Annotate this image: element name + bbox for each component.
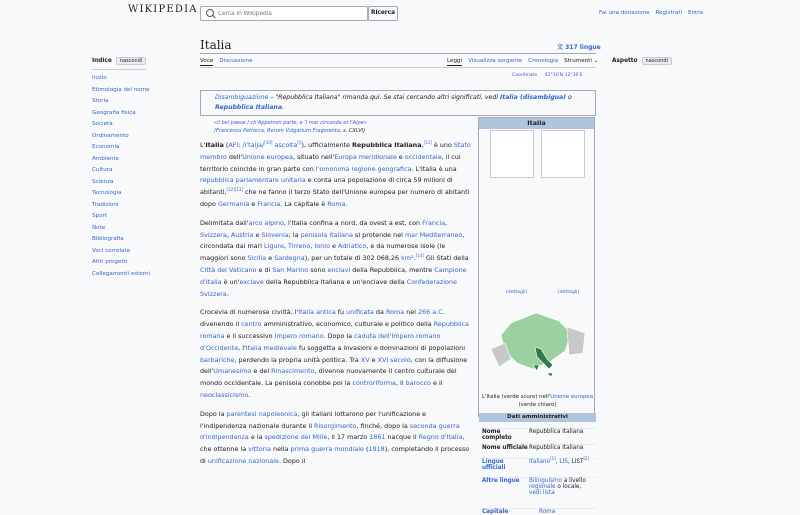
toc-hide-button[interactable]: nascondi bbox=[116, 57, 146, 65]
footnote-ref bbox=[416, 253, 424, 258]
inline-link[interactable]: [10] bbox=[264, 139, 273, 145]
inline-link[interactable]: Unione europea bbox=[242, 152, 293, 161]
inline-link[interactable]: Roma bbox=[327, 199, 346, 208]
toc-item[interactable]: Inizio bbox=[92, 75, 107, 81]
inline-link[interactable]: Campione d'Italia bbox=[200, 265, 467, 286]
inline-link[interactable]: barocco bbox=[405, 379, 431, 388]
appearance-hide-button[interactable]: nascondi bbox=[642, 57, 672, 65]
inline-link[interactable]: [11] bbox=[423, 139, 432, 145]
inline-link[interactable]: seconda guerra d'indipendenza bbox=[200, 421, 460, 442]
inline-link[interactable]: 266 a.C. bbox=[417, 308, 445, 317]
inline-link[interactable]: Adriatico bbox=[337, 242, 367, 251]
paragraph: Crocevia di numerose civiltà, l'Italia antica fu unificata da Roma nel 266 a.C. divenendo il centro amministrativo, economico, culturale e politico della Repubblica romana e il successivo Impero romano. Dopo la caduta dell'Impero romano d'Occidente, l'Italia medievale fu soggetta a invasioni e dominazioni di popolazioni barbariche, perdendo la propria unità politica. Tra XV e XVI secolo, con la diffusione dell'Umanesimo e del Rinascimento, divenne nuovamente il centro culturale del mondo occidentale. La penisola conobbe poi la controriforma, il barocco e il neoclassicismo. bbox=[200, 308, 469, 399]
search-icon bbox=[204, 7, 218, 21]
toc-item[interactable]: Etimologia del nome bbox=[92, 86, 150, 93]
tab-article[interactable]: Voce bbox=[200, 58, 214, 64]
inline-link[interactable]: [12][13] bbox=[226, 187, 243, 193]
hatnote-text: – "Repubblica Italiana" rimanda qui. Se stai cercando altri significati, vedi bbox=[268, 94, 500, 101]
inline-link[interactable]: enclavi bbox=[327, 265, 351, 274]
toc-item[interactable]: Geografia fisica bbox=[92, 109, 136, 116]
inline-link[interactable]: unificazione nazionale bbox=[207, 456, 279, 465]
flag-details-link[interactable]: (dettagli) bbox=[506, 290, 528, 295]
hatnote-disambiguation-link[interactable]: Disambiguazione bbox=[215, 94, 269, 101]
bold-text: Italia bbox=[205, 141, 224, 149]
inline-link[interactable]: Austria bbox=[230, 230, 254, 239]
infobox-row-label[interactable]: Capitale bbox=[482, 509, 509, 515]
infobox-row bbox=[479, 444, 596, 451]
tab-talk[interactable]: Discussione bbox=[219, 58, 253, 64]
language-count: 317 lingue bbox=[565, 44, 601, 51]
inline-link[interactable]: Italia antica bbox=[298, 308, 336, 317]
footnote-ref bbox=[297, 140, 301, 145]
appearance-header: Aspetto bbox=[612, 58, 638, 64]
footnote-ref bbox=[264, 140, 272, 145]
eu-location-map[interactable] bbox=[481, 303, 593, 391]
footnote-ref bbox=[583, 456, 589, 461]
search-input[interactable] bbox=[218, 11, 358, 17]
toc-item[interactable]: Storia bbox=[92, 98, 109, 104]
inline-link[interactable]: Confederazione Svizzera bbox=[200, 277, 457, 298]
coordinates bbox=[512, 73, 589, 78]
inline-link[interactable]: Francia bbox=[257, 199, 281, 208]
disambiguation-hatnote bbox=[200, 90, 596, 116]
inline-link[interactable]: arco alpino bbox=[248, 218, 284, 227]
inline-link[interactable]: [1] bbox=[550, 456, 556, 462]
footnote-ref bbox=[424, 140, 432, 145]
infobox-row-value: Repubblica Italiana bbox=[529, 429, 584, 435]
inline-link[interactable]: penisola italiana bbox=[300, 230, 354, 239]
inline-link[interactable]: exclave bbox=[239, 277, 264, 286]
inline-link[interactable]: Italiano bbox=[529, 459, 551, 465]
hatnote-link-disambigua[interactable]: Italia (disambigua) bbox=[499, 94, 567, 101]
footnote-ref bbox=[227, 187, 243, 192]
inline-link[interactable]: Sardegna bbox=[274, 254, 305, 263]
inline-link[interactable]: unificata bbox=[346, 308, 374, 317]
paragraph: Dopo la parentesi napoleonica, gli italiani lottarono per l'unificazione e l'indipendenza nazionale durante il Risorgimento, finché, dopo la seconda guerra d'indipendenza e la spedizione dei Mille, il 17 marzo 1861 nacque il Regno d'Italia, che ottenne la vittoria nella prima guerra mondiale (1918), completando il processo di unificazione nazionale. Dopo il bbox=[200, 409, 470, 465]
inline-link[interactable]: Rinascimento bbox=[271, 367, 315, 376]
inline-link[interactable]: Slovenia bbox=[261, 230, 289, 239]
toc-item[interactable]: Società bbox=[92, 121, 113, 127]
user-tools bbox=[599, 10, 707, 16]
toc-item[interactable]: Bibliografia bbox=[92, 236, 124, 242]
infobox-row-label: Nome completo bbox=[482, 429, 512, 441]
inline-link[interactable]: prima guerra mondiale bbox=[290, 445, 364, 454]
emblem-details-link[interactable]: (dettagli) bbox=[558, 290, 580, 295]
epigraph-text[interactable]: «il bel paese / ch'Appennin parte, e 'l mar circonda et l'Alpe» bbox=[214, 120, 367, 126]
inline-link[interactable]: Regno d'Italia bbox=[418, 433, 463, 442]
title-divider bbox=[200, 53, 596, 54]
map-image bbox=[481, 303, 593, 391]
inline-link[interactable]: mar Mediterraneo bbox=[404, 230, 463, 239]
toc-item[interactable]: Altri progetti bbox=[92, 259, 128, 265]
footnote-ref bbox=[550, 456, 556, 461]
infobox-row bbox=[479, 477, 596, 496]
inline-link[interactable]: Bilinguismo bbox=[529, 478, 563, 484]
epigraph-author[interactable]: (Francesco Petrarca, Rerum Vulgarium Fragmenta bbox=[214, 128, 340, 134]
inline-link[interactable]: centro bbox=[241, 320, 262, 329]
hatnote-link-repubblica[interactable]: Repubblica Italiana bbox=[215, 104, 283, 111]
toc-item[interactable]: Collegamenti esterni bbox=[92, 270, 151, 277]
appearance-panel bbox=[612, 57, 672, 65]
chevron-down-icon: ⌄ bbox=[593, 58, 599, 64]
infobox-section-header: Dati amministrativi bbox=[479, 413, 596, 422]
translate-icon: 文 bbox=[557, 44, 564, 51]
infobox-row-value bbox=[529, 509, 593, 515]
login-link[interactable]: Entra bbox=[687, 10, 703, 16]
search-box[interactable] bbox=[200, 6, 368, 21]
inline-link[interactable]: occidentale bbox=[404, 152, 442, 161]
toc-item[interactable]: Ordinamento bbox=[92, 132, 129, 139]
inline-link[interactable]: Roma bbox=[539, 509, 556, 515]
map-caption: L'Italia (verde scuro) nell'Unione europea (verde chiaro) bbox=[481, 394, 594, 408]
infobox bbox=[478, 117, 595, 515]
inline-link[interactable]: repubblica parlamentare unitaria bbox=[200, 176, 306, 185]
inline-link[interactable]: /iˈtalja/ bbox=[242, 141, 265, 149]
inline-link[interactable]: l'omonima regione geografica bbox=[315, 164, 412, 173]
inline-link[interactable]: XVI secolo bbox=[377, 355, 411, 364]
infobox-row bbox=[479, 458, 596, 471]
toc-item[interactable]: Scienza bbox=[92, 178, 114, 185]
inline-link[interactable]: [14] bbox=[415, 253, 424, 259]
hatnote-end: . bbox=[282, 104, 284, 111]
toc-item[interactable]: Tecnologia bbox=[92, 190, 122, 196]
hatnote-mid: o bbox=[566, 94, 572, 101]
toc-item[interactable]: Tradizioni bbox=[92, 201, 119, 208]
search-button[interactable]: Ricerca bbox=[368, 6, 398, 21]
infobox-row bbox=[479, 508, 596, 515]
inline-link[interactable]: Unione europea bbox=[550, 394, 594, 400]
inline-link[interactable]: barbariche bbox=[200, 355, 235, 364]
bold-text: Repubblica Italiana bbox=[352, 141, 422, 149]
inline-link[interactable]: Germania bbox=[217, 199, 250, 208]
toc-header: Indice bbox=[92, 58, 112, 64]
inline-link[interactable]: Sicilia bbox=[247, 254, 267, 263]
tab-read[interactable]: Leggi bbox=[447, 58, 463, 64]
infobox-row-label[interactable]: Altre lingue bbox=[482, 478, 520, 484]
toc-item[interactable]: Ambiente bbox=[92, 155, 120, 162]
inline-link[interactable]: Repubblica romana bbox=[200, 320, 469, 340]
coordinates-value[interactable]: 42°30′N 12°30′E bbox=[544, 73, 583, 78]
inline-link[interactable]: caduta dell'Impero romano d'Occidente bbox=[200, 331, 441, 352]
infobox-row-label[interactable]: Lingue ufficiali bbox=[482, 459, 506, 471]
namespace-tabs bbox=[200, 58, 253, 66]
infobox-row-value: Italiano[1], LIS, LIST[2] bbox=[529, 456, 590, 465]
inline-link[interactable]: Tirreno bbox=[287, 242, 311, 251]
article-body bbox=[200, 140, 474, 475]
inline-link[interactable]: parentesi napoleonica bbox=[226, 409, 298, 418]
view-tabs bbox=[447, 58, 598, 66]
coordinates-label[interactable]: Coordinate bbox=[512, 73, 538, 78]
table-of-contents bbox=[92, 57, 202, 280]
page-title: Italia bbox=[200, 38, 232, 52]
flag-image[interactable] bbox=[490, 130, 534, 178]
infobox-row-value: Repubblica Italiana bbox=[529, 445, 584, 451]
tab-view-source[interactable]: Visualizza sorgente bbox=[468, 58, 523, 64]
inline-link[interactable]: Italia medievale bbox=[245, 343, 297, 352]
inline-link[interactable]: 1918 bbox=[368, 445, 385, 454]
inline-link[interactable]: Stato membro bbox=[200, 141, 471, 161]
inline-link[interactable]: AFI bbox=[228, 141, 239, 149]
inline-link[interactable]: km² bbox=[401, 254, 414, 263]
tools-menu[interactable]: Strumenti ⌄ bbox=[564, 58, 599, 64]
inline-link[interactable]: Umanesimo bbox=[213, 367, 252, 376]
epigraph-source: , s. CXLVI) bbox=[339, 128, 366, 134]
toc-item[interactable]: Note bbox=[92, 224, 106, 231]
toc-item[interactable]: Sport bbox=[92, 213, 108, 219]
inline-link[interactable]: neoclassicismo bbox=[200, 390, 249, 399]
infobox-row-value: Bilinguismo a livello regionale o locale, vedi lista bbox=[529, 478, 586, 496]
toc-item[interactable]: Cultura bbox=[92, 167, 113, 173]
donate-link[interactable]: Fai una donazione bbox=[599, 10, 650, 16]
inline-link[interactable]: Europa meridionale bbox=[334, 152, 397, 161]
tabs-divider bbox=[200, 67, 596, 68]
inline-link[interactable]: vittoria bbox=[248, 445, 271, 454]
epigraph bbox=[214, 119, 474, 135]
infobox-row-label: Nome ufficiale bbox=[482, 445, 528, 451]
inline-link[interactable]: Roma bbox=[385, 308, 405, 317]
inline-link[interactable]: regionale bbox=[529, 484, 556, 490]
inline-link[interactable]: Risorgimento bbox=[314, 421, 357, 430]
register-link[interactable]: Registrati bbox=[655, 10, 683, 16]
toc-item[interactable]: Economia bbox=[92, 144, 120, 150]
inline-link[interactable]: XV bbox=[360, 355, 370, 364]
inline-link[interactable]: Città del Vaticano bbox=[200, 265, 257, 274]
inline-link[interactable]: ascolta bbox=[274, 141, 298, 149]
emblem-image[interactable] bbox=[541, 130, 585, 178]
inline-link[interactable]: spedizione dei Mille bbox=[264, 433, 328, 442]
tab-history[interactable]: Cronologia bbox=[528, 58, 559, 64]
inline-link[interactable]: Ionio bbox=[314, 242, 330, 251]
paragraph: L'Italia (AFI: /iˈtalja/[10] ascolta[i]), ufficialmente Repubblica Italiana,[11] è uno Stato membro dell'Unione europea, situato nell'Europa meridionale e occidentale, il cui territorio coincide in gran parte con l'omonima regione geografica. L'Italia è una repubblica parlamentare unitaria e conta una popolazione di circa 59 milioni di abitanti,[12][13] che ne fanno il terzo Stato dell'Unione europea per numero di abitanti dopo Germania e Francia. La capitale è Roma. bbox=[200, 139, 471, 208]
inline-link[interactable]: Impero romano bbox=[274, 331, 324, 340]
toc-list bbox=[92, 73, 202, 280]
inline-link[interactable]: [i] bbox=[297, 139, 302, 145]
toc-divider bbox=[92, 69, 147, 70]
inline-link[interactable]: Svizzera bbox=[200, 230, 227, 239]
toc-item[interactable]: Voci correlate bbox=[92, 247, 131, 254]
paragraph: Delimitata dall'arco alpino, l'Italia confina a nord, da ovest a est, con Francia, Svizzera, Austria e Slovenia; la penisola italiana si protende nel mar Mediterraneo, circondata dai mari Ligure, Tirreno, Ionio e Adriatico, e da numerose isole (le maggiori sono Sicilia e Sardegna), per un totale di 302 068,26 km².[14] Gli Stati della Città del Vaticano e di San Marino sono enclavi della Repubblica, mentre Campione d'Italia è un'exclave della Repubblica Italiana e un'enclave della Confederazione Svizzera. bbox=[200, 218, 469, 298]
infobox-title: Italia bbox=[479, 118, 594, 129]
inline-link[interactable]: Francia bbox=[422, 218, 446, 227]
inline-link[interactable]: LIS bbox=[559, 459, 568, 465]
inline-link[interactable]: controriforma bbox=[352, 379, 396, 388]
infobox-row bbox=[479, 428, 596, 441]
wikipedia-logo[interactable]: WIKIPEDIA bbox=[128, 4, 198, 15]
language-button[interactable] bbox=[557, 42, 601, 51]
inline-link[interactable]: vedi lista bbox=[529, 490, 555, 496]
inline-link[interactable]: [2] bbox=[583, 456, 590, 462]
inline-link[interactable]: Ligure bbox=[264, 242, 284, 251]
inline-link[interactable]: 1861 bbox=[369, 433, 386, 442]
inline-link[interactable]: San Marino bbox=[272, 265, 309, 274]
